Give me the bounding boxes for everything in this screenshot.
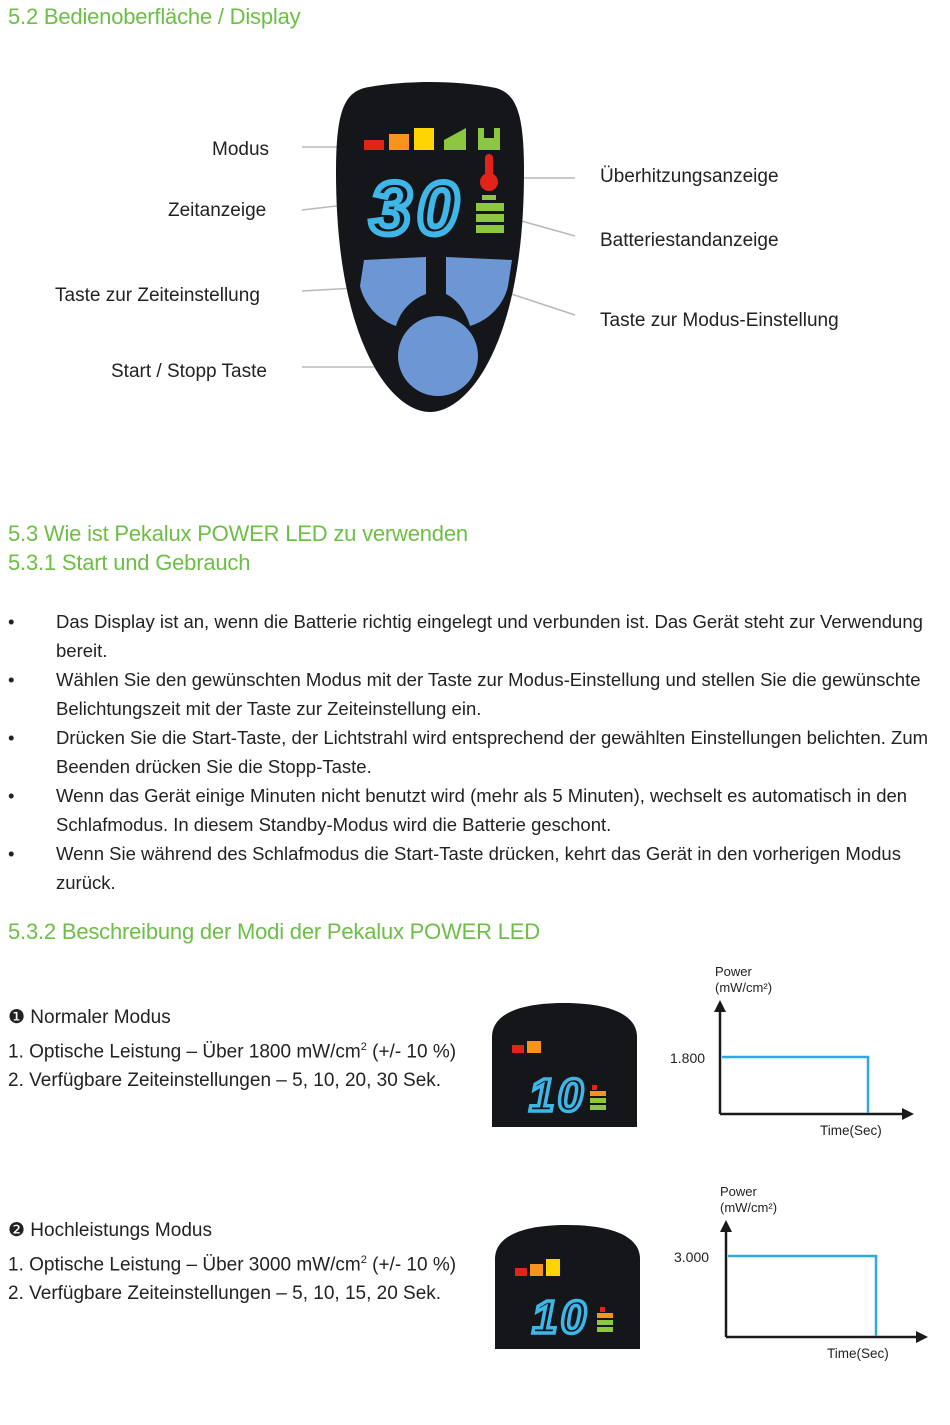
- mode-1-line-1: 1. Optische Leistung – Über 1800 $mW/cm^2$ (+/- 10 %): [8, 1040, 457, 1062]
- mode-1-heading: ❶ Normaler Modus: [8, 1007, 171, 1028]
- level-bar-red: [512, 1045, 524, 1053]
- bullet-dot: •: [8, 611, 15, 632]
- section-532-title: 5.3.2 Beschreibung der Modi der Pekalux POWER LED: [8, 919, 540, 944]
- level-bar-orange: [389, 134, 409, 150]
- level-bar-orange: [530, 1264, 543, 1276]
- label-taste-zeit: Taste zur Zeiteinstellung: [55, 285, 260, 306]
- mode-2-description: [8, 1216, 456, 1309]
- level-bar-red: [515, 1268, 527, 1276]
- time-digits: 10: [529, 1069, 587, 1121]
- label-ueberhitzung: Überhitzungsanzeige: [600, 166, 779, 187]
- chart-tick-value: 1.800: [670, 1050, 706, 1066]
- mode-2-power-chart: [664, 1182, 934, 1364]
- section-531-title: 5.3.1 Start und Gebrauch: [8, 550, 251, 575]
- mode-2-display: [495, 1225, 640, 1349]
- list-item: • Das Display ist an, wenn die Batterie richtig eingelegt und verbunden ist. Das Gerät steht zur Verwendung bereit.: [8, 607, 943, 665]
- bullet-dot: •: [8, 669, 15, 690]
- chart-y-unit: (mW/cm²): [720, 1200, 778, 1215]
- list-item: • Wählen Sie den gewünschten Modus mit der Taste zur Modus-Einstellung und stellen Sie die gewünschte Belichtungszeit mit der Taste zur Zeiteinstellung ein.: [8, 665, 943, 723]
- mode-1-line-2: 2. Verfügbare Zeiteinstellungen – 5, 10, 20, 30 Sek.: [8, 1070, 442, 1092]
- level-bar-red: [364, 140, 384, 150]
- bullet-dot: •: [8, 785, 15, 806]
- chart-x-label: Time(Sec): [820, 1123, 882, 1138]
- section-53-title: 5.3 Wie ist Pekalux POWER LED zu verwenden: [8, 521, 468, 546]
- mode-2-line-2: 2. Verfügbare Zeiteinstellungen – 5, 10, 15, 20 Sek.: [8, 1283, 442, 1305]
- list-item: • Wenn Sie während des Schlafmodus die Start-Taste drücken, kehrt das Gerät in den vorherigen Modus zurück.: [8, 839, 943, 897]
- label-zeitanzeige: Zeitanzeige: [168, 200, 267, 221]
- chart-y-label: Power: [720, 1184, 757, 1199]
- label-batterie: Batteriestandanzeige: [600, 230, 779, 251]
- chart-tick-value: 3.000: [674, 1249, 710, 1265]
- level-bar-yellow: [546, 1259, 560, 1276]
- mode-2-line-1: 1. Optische Leistung – Über 3000 $mW/cm^2$ (+/- 10 %): [8, 1253, 457, 1275]
- chart-y-label: Power: [715, 964, 752, 979]
- power-curve: [728, 1256, 876, 1336]
- usage-bullet-list: [8, 607, 943, 897]
- list-item: • Wenn das Gerät einige Minuten nicht benutzt wird (mehr als 5 Minuten), wechselt es automatisch in den Schlafmodus. In diesem Standby-Modus wird die Batterie geschont.: [8, 781, 943, 839]
- level-bar-orange: [527, 1041, 541, 1053]
- mode-2-heading: ❷ Hochleistungs Modus: [8, 1220, 212, 1241]
- bullet-dot: •: [8, 843, 15, 864]
- chart-x-label: Time(Sec): [827, 1346, 889, 1361]
- chart-y-unit: (mW/cm²): [715, 980, 773, 995]
- mode-1-power-chart: [660, 960, 920, 1140]
- mode-1-description: [8, 1003, 456, 1096]
- label-taste-modus: Taste zur Modus-Einstellung: [600, 310, 839, 331]
- level-bar-yellow: [414, 128, 434, 150]
- start-stop-button[interactable]: [398, 316, 478, 396]
- section-52-title: 5.2 Bedienoberfläche / Display: [8, 4, 301, 29]
- time-digits: 10: [532, 1291, 590, 1343]
- bullet-dot: •: [8, 727, 15, 748]
- label-modus: Modus: [212, 139, 270, 160]
- device-display-large: [334, 82, 526, 414]
- power-curve: [722, 1057, 868, 1113]
- mode-1-display: [492, 1003, 637, 1127]
- label-start-stopp: Start / Stopp Taste: [111, 361, 267, 382]
- time-digits: 30: [370, 167, 465, 250]
- list-item: • Drücken Sie die Start-Taste, der Lichtstrahl wird entsprechend der gewählten Einstellungen belichten. Zum Beenden drücken Sie die Stopp-Taste.: [8, 723, 943, 781]
